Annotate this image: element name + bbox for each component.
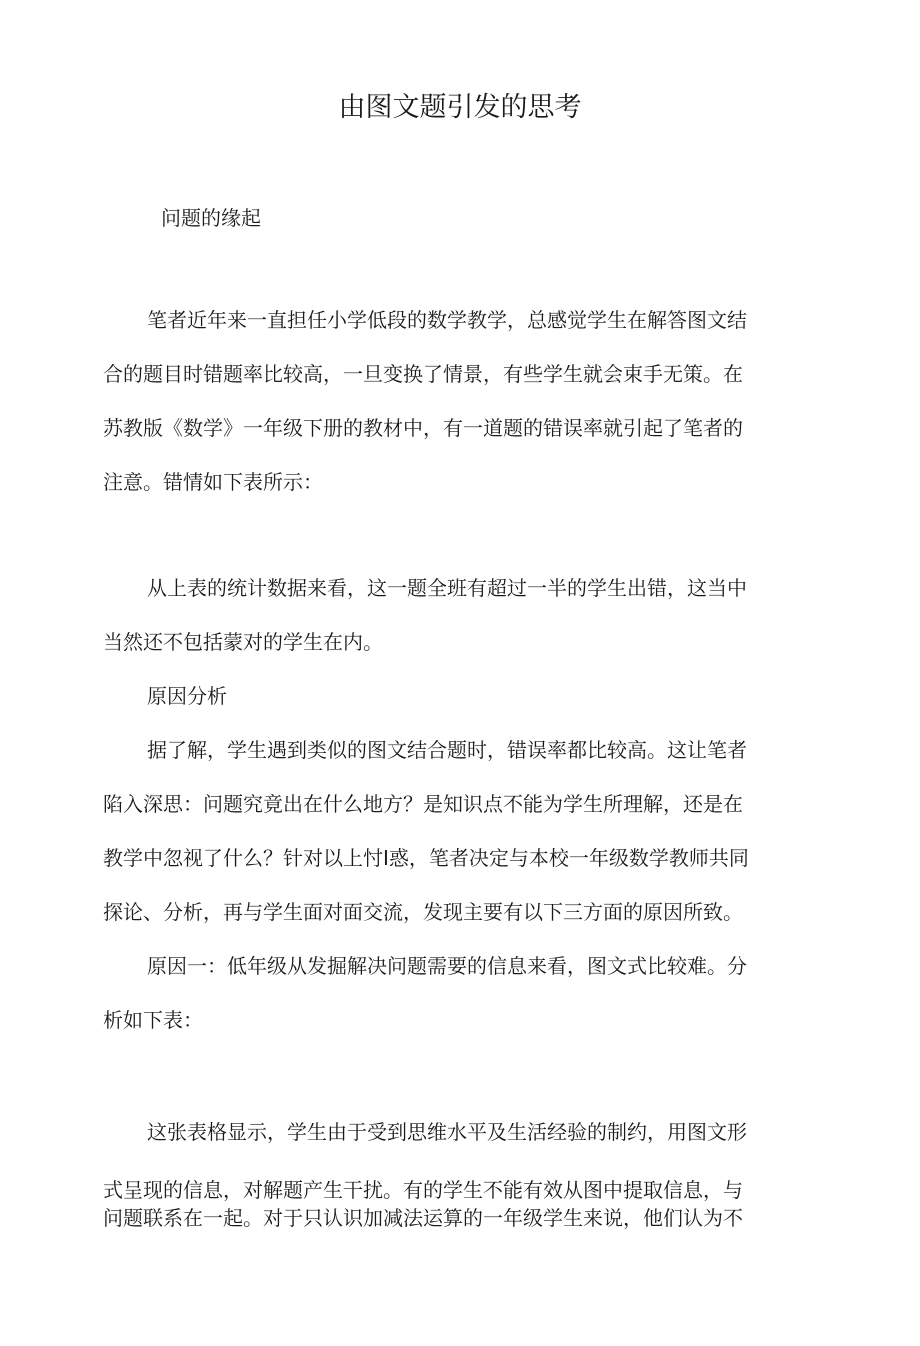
document-title: 由图文题引发的思考 — [338, 92, 582, 123]
paragraph-line: 教学中忽视了什么？针对以上忖I惑，笔者决定与本校一年级数学教师共同 — [103, 846, 749, 870]
paragraph-line: 合的题目时错题率比较高，一旦变换了情景，有些学生就会束手无策。在 — [103, 362, 743, 386]
paragraph-line: 笔者近年来一直担任小学低段的数学教学，总感觉学生在解答图文结 — [147, 308, 747, 332]
paragraph-line: 从上表的统计数据来看，这一题全班有超过一半的学生出错，这当中 — [147, 576, 747, 600]
paragraph-line: 注意。错情如下表所示： — [103, 470, 323, 494]
paragraph-line: 据了解，学生遇到类似的图文结合题时，错误率都比较高。这让笔者 — [147, 738, 747, 762]
paragraph-line: 析如下表： — [103, 1008, 203, 1032]
paragraph-line: 苏教版《数学》一年级下册的教材中，有一道题的错误率就引起了笔者的 — [103, 416, 743, 440]
paragraph-line: 原因一：低年级从发掘解决问题需要的信息来看，图文式比较难。分 — [147, 954, 747, 978]
paragraph-line: 式呈现的信息，对解题产生干扰。有的学生不能有效从图中提取信息，与 — [103, 1178, 743, 1202]
paragraph-line: 当然还不包括蒙对的学生在内。 — [103, 630, 383, 654]
paragraph-line: 陷入深思：问题究竟出在什么地方？是知识点不能为学生所理解，还是在 — [103, 792, 743, 816]
section-heading-origin: 问题的缘起 — [161, 206, 261, 230]
section-heading-causes: 原因分析 — [147, 684, 227, 708]
paragraph-line: 探论、分析，再与学生面对面交流，发现主要有以下三方面的原因所致。 — [103, 900, 743, 924]
paragraph-line: 这张表格显示，学生由于受到思维水平及生活经验的制约，用图文形 — [147, 1120, 747, 1144]
paragraph-line: 问题联系在一起。对于只认识加减法运算的一年级学生来说，他们认为不 — [103, 1206, 743, 1230]
